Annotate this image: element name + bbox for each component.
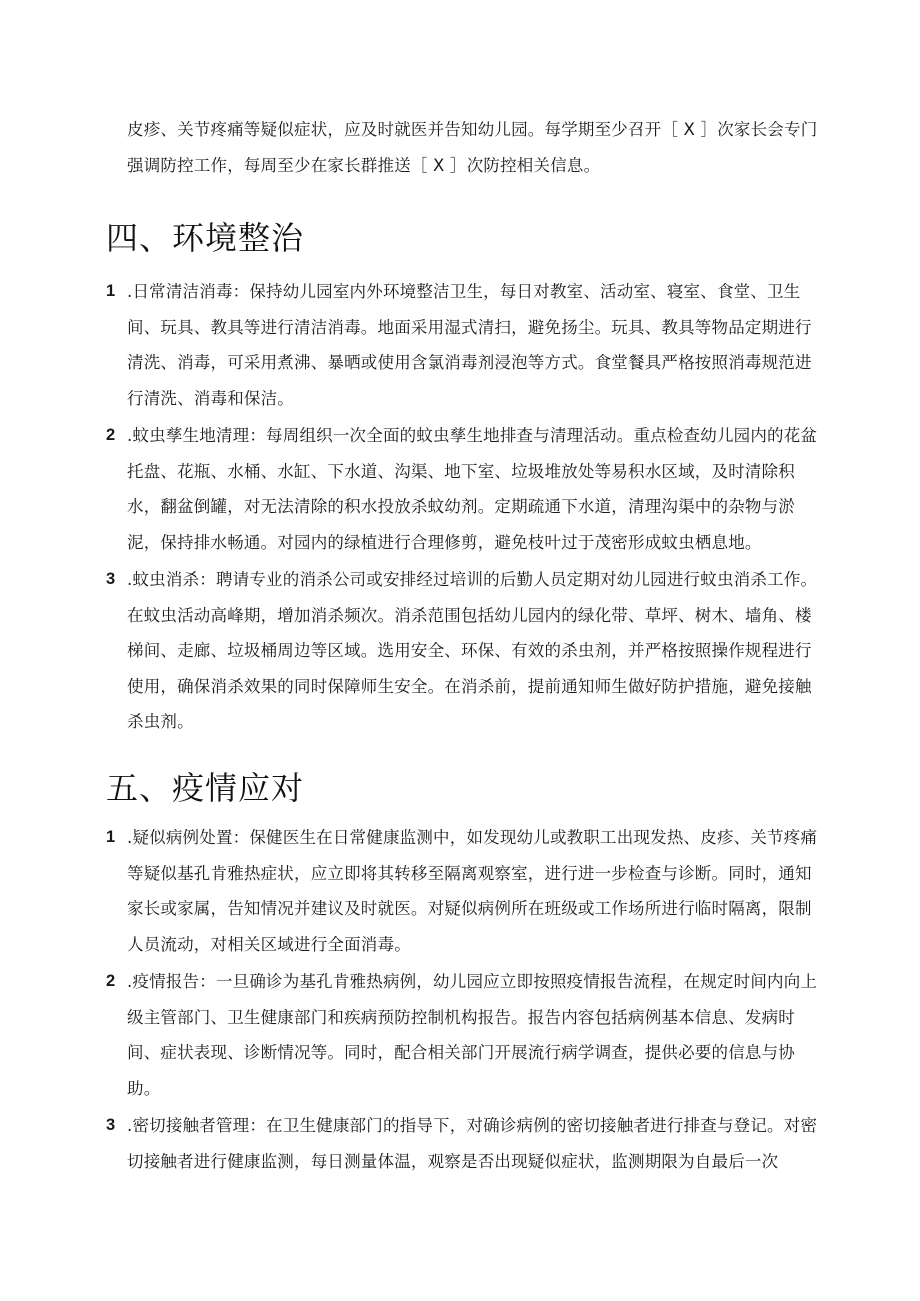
intro-paragraph [127,112,827,183]
intro-line-1: 皮疹、关节疼痛等疑似症状，应及时就医并告知幼儿园。每学期至少召开［ X ］次家长会专门 [127,120,818,139]
item-number: 3 [106,1116,116,1134]
item-text: .疫情报告：一旦确诊为基孔肯雅热病例，幼儿园应立即按照疫情报告流程，在规定时间内向上级主管部门、卫生健康部门和疾病预防控制机构报告。报告内容包括病例基本信息、发病时间、症状表现、诊断情况等。同时，配合相关部门开展流行病学调查，提供必要的信息与协助。 [127,972,818,1098]
item-text: .疑似病例处置：保健医生在日常健康监测中，如发现幼儿或教职工出现发热、皮疹、关节疼痛等疑似基孔肯雅热症状，应立即将其转移至隔离观察室，进行进一步检查与诊断。同时，通知家长或家属，告知情况并建议及时就医。对疑似病例所在班级或工作场所进行临时隔离，限制人员流动，对相关区域进行全面消毒。 [127,828,818,954]
item-text: .日常清洁消毒：保持幼儿园室内外环境整洁卫生，每日对教室、活动室、寝室、食堂、卫生间、玩具、教具等进行清洁消毒。地面采用湿式清扫，避免扬尘。玩具、教具等物品定期进行清洗、消毒，可采用煮沸、暴晒或使用含氯消毒剂浸泡等方式。食堂餐具严格按照消毒规范进行清洗、消毒和保洁。 [127,282,812,408]
item-number: 3 [106,570,116,588]
intro-line-2: 强调防控工作，每周至少在家长群推送［ X ］次防控相关信息。 [127,155,601,175]
section-5-heading: 五、疫情应对 [106,769,305,807]
item-text: .蚊虫消杀：聘请专业的消杀公司或安排经过培训的后勤人员定期对幼儿园进行蚊虫消杀工作。在蚊虫活动高峰期，增加消杀频次。消杀范围包括幼儿园内的绿化带、草坪、树木、墙角、楼梯间、走廊、垃圾桶周边等区域。选用安全、环保、有效的杀虫剂，并严格按照操作规程进行使用，确保消杀效果的同时保障师生安全。在消杀前，提前通知师生做好防护措施，避免接触杀虫剂。 [127,570,818,731]
item-text: .蚊虫孳生地清理：每周组织一次全面的蚊虫孳生地排查与清理活动。重点检查幼儿园内的花盆托盘、花瓶、水桶、水缸、下水道、沟渠、地下室、垃圾堆放处等易积水区域，及时清除积水，翻盆倒罐，对无法清除的积水投放杀蚊幼剂。定期疏通下水道，清理沟渠中的杂物与淤泥，保持排水畅通。对园内的绿植进行合理修剪，避免枝叶过于茂密形成蚊虫栖息地。 [127,426,818,552]
item-text: .密切接触者管理：在卫生健康部门的指导下，对确诊病例的密切接触者进行排查与登记。对密切接触者进行健康监测，每日测量体温，观察是否出现疑似症状，监测期限为自最后一次 [127,1116,818,1171]
item-number: 1 [106,828,116,846]
item-number: 1 [106,282,116,300]
item-number: 2 [106,426,116,444]
item-number: 2 [106,972,116,990]
section-4-heading: 四、环境整治 [106,219,305,257]
